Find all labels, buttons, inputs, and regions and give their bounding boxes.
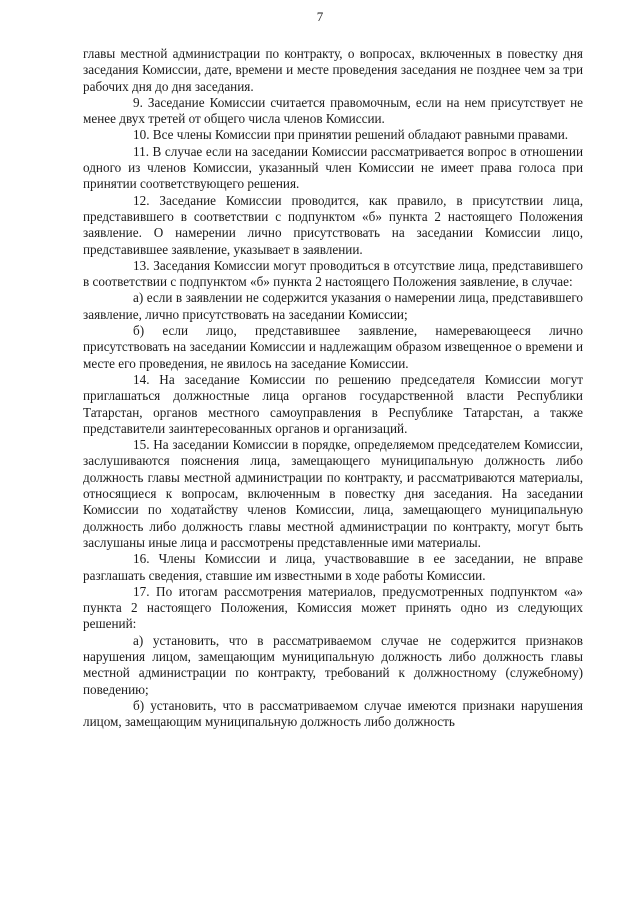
paragraph-14: 14. На заседание Комиссии по решению председателя Комиссии могут приглашаться должностные лица органов государственной власти Республики Татарстан, органов местного самоуправления в Республике Татарстан, а также представители заинтересованных органов и организаций. bbox=[83, 371, 583, 436]
paragraph-11: 11. В случае если на заседании Комиссии рассматривается вопрос в отношении одного из членов Комиссии, указанный член Комиссии не имеет права голоса при принятии соответствующего решения. bbox=[83, 143, 583, 192]
paragraph-17-a: а) установить, что в рассматриваемом случае не содержится признаков нарушения лицом, замещающим муниципальную должность либо должность главы местной администрации по контракту, требований к должностному (служебному) поведению; bbox=[83, 632, 583, 697]
paragraph-13-b: б) если лицо, представившее заявление, намеревающееся лично присутствовать на заседании Комиссии и надлежащим образом извещенное о времени и месте его проведения, не явилось на заседание Комиссии. bbox=[83, 323, 583, 371]
paragraph-continuation: главы местной администрации по контракту, о вопросах, включенных в повестку дня заседания Комиссии, дате, времени и месте проведения заседания не позднее чем за три рабочих дня до дня заседания. bbox=[83, 46, 583, 94]
page-number: 7 bbox=[316, 9, 324, 24]
document-body bbox=[83, 46, 583, 730]
paragraph-16: 16. Члены Комиссии и лица, участвовавшие в ее заседании, не вправе разглашать сведения, ставшие им известными в ходе работы Комиссии. bbox=[83, 551, 583, 583]
paragraph-17: 17. По итогам рассмотрения материалов, предусмотренных подпунктом «а» пункта 2 настоящего Положения, Комиссия может принять одно из следующих решений: bbox=[83, 583, 583, 632]
paragraph-10: 10. Все члены Комиссии при принятии решений обладают равными правами. bbox=[133, 127, 569, 143]
paragraph-12: 12. Заседание Комиссии проводится, как правило, в присутствии лица, представившего в соответствии с подпунктом «б» пункта 2 настоящего Положения заявление. О намерении лично присутствовать на заседании Комиссии лицо, представившее заявление, указывает в заявлении. bbox=[83, 192, 583, 257]
paragraph-9: 9. Заседание Комиссии считается правомочным, если на нем присутствует не менее двух третей от общего числа членов Комиссии. bbox=[83, 94, 583, 127]
paragraph-15: 15. На заседании Комиссии в порядке, определяемом председателем Комиссии, заслушиваются пояснения лица, замещающего муниципальную должность либо должность главы местной администрации по контракту, и рассматриваются материалы, относящиеся к вопросам, включенным в повестку дня заседания. На заседании Комиссии по ходатайству членов Комиссии, лица, замещающего муниципальную должность либо должность главы местной администрации по контракту, могут быть заслушаны иные лица и рассмотрены представленные ими материалы. bbox=[83, 437, 583, 550]
paragraph-13-a: а) если в заявлении не содержится указания о намерении лица, представившего заявление, лично присутствовать на заседании Комиссии; bbox=[83, 290, 583, 322]
paragraph-13: 13. Заседания Комиссии могут проводиться в отсутствие лица, представившего в соответствии с подпунктом «б» пункта 2 настоящего Положения заявление, в случае: bbox=[83, 257, 583, 290]
paragraph-17-b: б) установить, что в рассматриваемом случае имеются признаки нарушения лицом, замещающим муниципальную должность либо должность bbox=[83, 697, 583, 730]
